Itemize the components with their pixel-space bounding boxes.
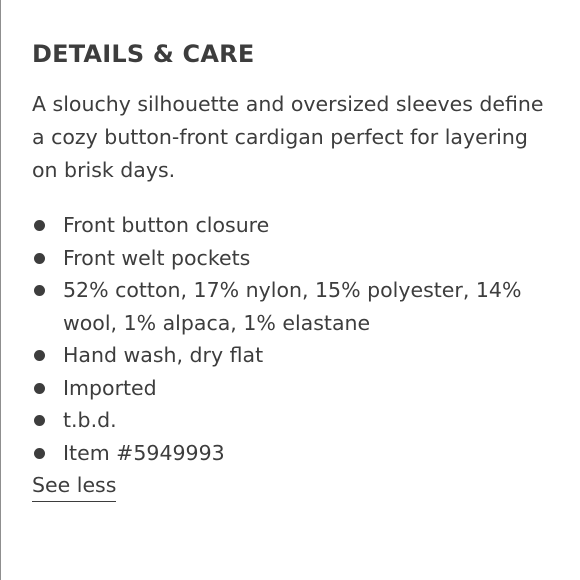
feature-text: Front button closure [63,213,270,237]
bullet-icon [34,448,45,459]
feature-text: Item #5949993 [63,440,225,465]
list-item [32,339,558,372]
feature-text: Front welt pockets [63,245,251,270]
bullet-icon [34,220,45,231]
feature-text: t.b.d. [63,408,117,432]
bullet-icon [34,350,45,361]
section-heading: DETAILS & CARE [32,40,255,68]
feature-text: 52% cotton, 17% nylon, 15% polyester, 14% wool, 1% alpaca, 1% elastane [63,278,522,335]
list-item [32,242,558,275]
product-description: A slouchy silhouette and oversized sleeves define a cozy button-front cardigan perfect for layering on brisk days. [32,92,544,182]
feature-text: Hand wash, dry flat [63,343,264,367]
list-item [32,209,558,242]
list-item [32,404,558,437]
bullet-icon [34,383,45,394]
list-item [32,274,558,339]
list-item [32,437,558,470]
bullet-icon [34,253,45,264]
see-less-link[interactable]: See less [32,469,116,502]
bullet-icon [34,285,45,296]
list-item [32,372,558,405]
bullet-icon [34,415,45,426]
feature-text: Imported [63,375,157,400]
feature-list [32,209,558,469]
